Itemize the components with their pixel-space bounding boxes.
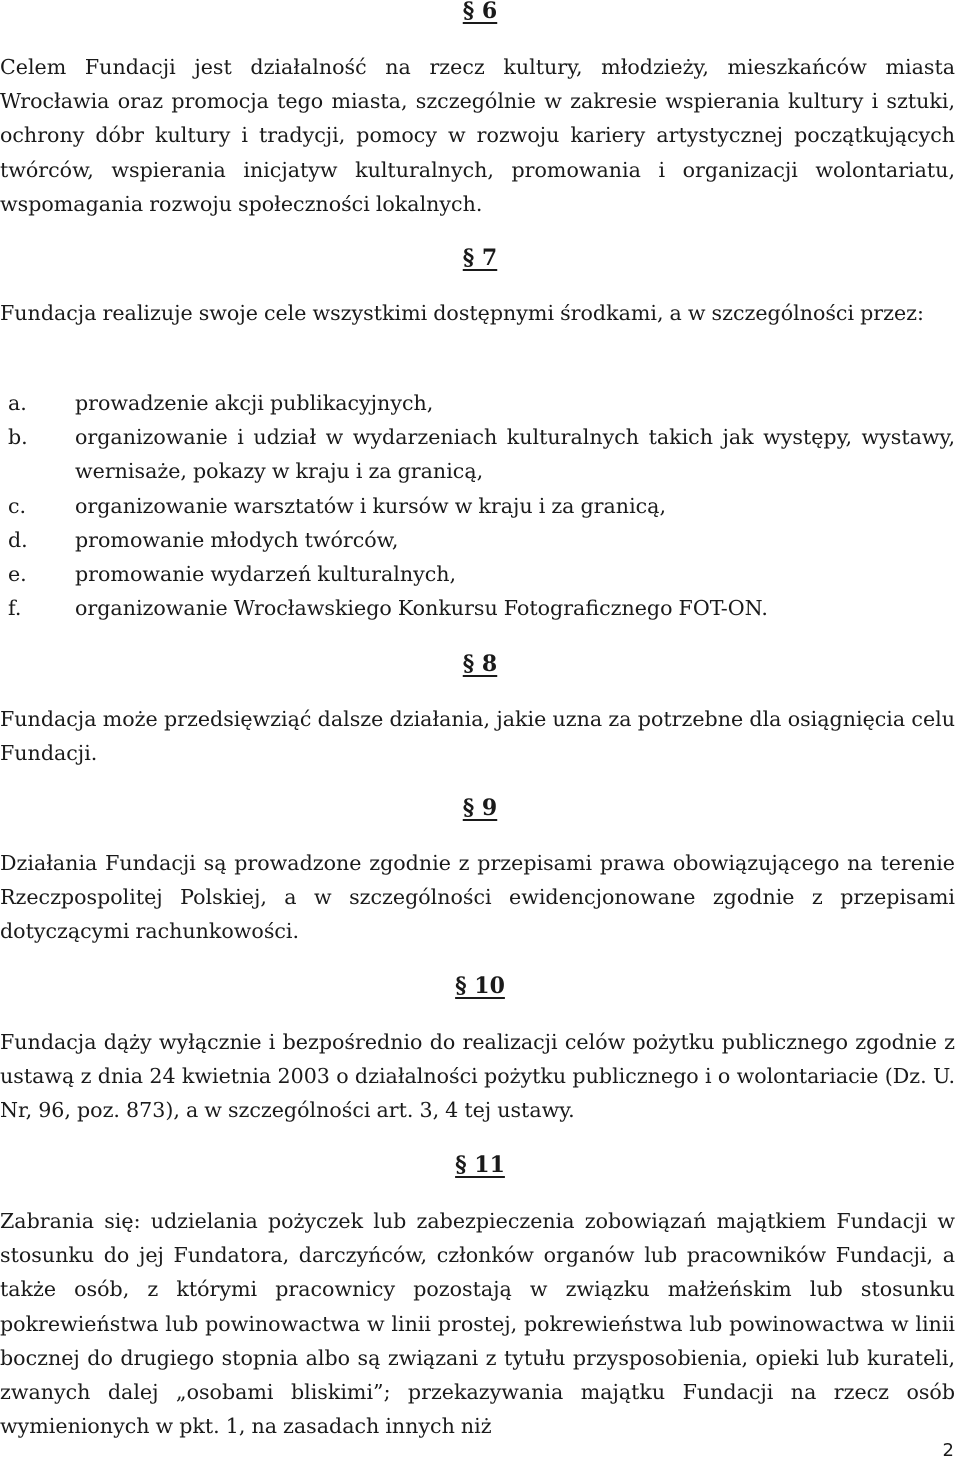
page-number: 2 xyxy=(942,1440,954,1461)
section-10-paragraph: Fundacja dąży wyłącznie i bezpośrednio do realizacji celów pożytku publicznego zgodnie z ustawą z dnia 24 kwietnia 2003 o działalności pożytku publicznego i o wolontariacie (Dz. U. Nr, 96, poz. 873), a w szczególności art. 3, 4 tej ustawy. xyxy=(0,1030,955,1123)
list-marker: b. xyxy=(8,425,28,450)
list-item-text: prowadzenie akcji publikacyjnych, xyxy=(75,391,434,415)
list-marker: e. xyxy=(8,562,27,587)
list-item xyxy=(0,420,955,488)
list-marker: a. xyxy=(8,391,27,415)
list-item xyxy=(0,489,955,523)
list-item xyxy=(0,523,955,557)
list-item-text: organizowanie i udział w wydarzeniach kulturalnych takich jak występy, wystawy, wernisaże, pokazy w kraju i za granicą, xyxy=(75,425,955,484)
section-7-heading: § 7 xyxy=(462,245,498,271)
list-item xyxy=(0,591,955,625)
section-10-heading: § 10 xyxy=(455,973,505,999)
list-marker: d. xyxy=(8,527,28,552)
section-6-paragraph: Celem Fundacji jest działalność na rzecz kultury, młodzieży, mieszkańców miasta Wrocławia oraz promocja tego miasta, szczególnie w zakresie wspierania kultury i sztuki, ochrony dóbr kultury i tradycji, pomocy w rozwoju kariery artystycznej początkujących twórców, wspierania inicjatyw kulturalnych, promowania i organizacji wolontariatu, wspomagania rozwoju społeczności lokalnych. xyxy=(0,55,955,216)
list-marker: f. xyxy=(8,596,22,621)
section-9-heading: § 9 xyxy=(462,795,498,821)
section-11-heading: § 11 xyxy=(455,1152,505,1178)
section-8-heading: § 8 xyxy=(462,651,498,677)
section-9-paragraph: Działania Fundacji są prowadzone zgodnie z przepisami prawa obowiązującego na terenie Rzeczpospolitej Polskiej, a w szczególności ewidencjonowane zgodnie z przepisami dotyczącymi rachunkowości. xyxy=(0,851,955,944)
list-item xyxy=(0,557,955,591)
list-item-text: promowanie wydarzeń kulturalnych, xyxy=(75,562,457,587)
list-item xyxy=(0,386,955,420)
section-7-list xyxy=(0,386,955,625)
section-7-paragraph: Fundacja realizuje swoje cele wszystkimi dostępnymi środkami, a w szczególności przez: xyxy=(0,301,924,325)
section-8-paragraph: Fundacja może przedsięwziąć dalsze działania, jakie uzna za potrzebne dla osiągnięcia celu Fundacji. xyxy=(0,707,955,766)
list-item-text: organizowanie warsztatów i kursów w kraju i za granicą, xyxy=(75,493,667,518)
list-item-text: organizowanie Wrocławskiego Konkursu Fotograficznego FOT-ON. xyxy=(75,596,768,621)
list-item-text: promowanie młodych twórców, xyxy=(75,527,399,552)
section-11-paragraph: Zabrania się: udzielania pożyczek lub zabezpieczenia zobowiązań majątkiem Fundacji w stosunku do jej Fundatora, darczyńców, członków organów lub pracowników Fundacji, a także osób, z którymi pracownicy pozostają w związku małżeńskim lub stosunku pokrewieństwa lub powinowactwa w linii prostej, pokrewieństwa lub powinowactwa w linii bocznej do drugiego stopnia albo są związani z tytułu przysposobienia, opieki lub kurateli, zwanych dalej „osobami bliskimi”; przekazywania majątku Fundacji na rzecz osób wymienionych w pkt. 1, na zasadach innych niż xyxy=(0,1209,955,1439)
section-6-heading: § 6 xyxy=(462,0,498,24)
list-marker: c. xyxy=(8,493,27,518)
